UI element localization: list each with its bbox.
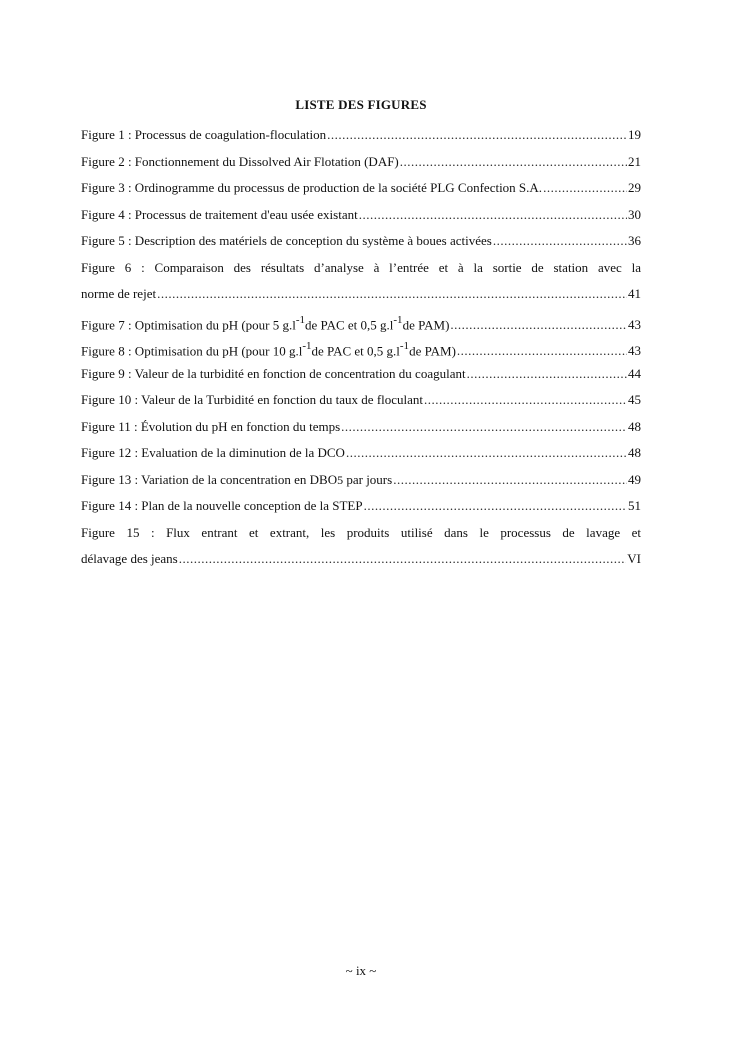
toc-entry-page: 43 xyxy=(628,316,641,332)
toc-entry-label-line2: norme de rejet xyxy=(81,286,157,301)
toc-entry-page: 43 xyxy=(628,343,641,359)
dot-leader xyxy=(450,312,627,339)
toc-entry-page: 21 xyxy=(628,153,641,169)
list-of-figures xyxy=(81,122,641,573)
toc-entry-label: Figure 5 : Description des matériels de conception du système à boues activées xyxy=(81,233,492,248)
superscript: -1 xyxy=(295,313,306,326)
superscript: -1 xyxy=(399,340,410,352)
toc-entry-figure-14[interactable] xyxy=(81,493,641,520)
page-title: LISTE DES FIGURES xyxy=(295,97,427,112)
superscript: -1 xyxy=(302,340,312,352)
toc-entry-page: 45 xyxy=(628,392,641,407)
toc-entry-figure-4[interactable] xyxy=(81,202,641,229)
toc-entry-figure-6[interactable] xyxy=(81,255,641,308)
label-part: de PAM) xyxy=(402,316,450,332)
toc-entry-label: Figure 4 : Processus de traitement d'eau usée existant xyxy=(81,206,358,222)
toc-entry-label: Figure 1 : Processus de coagulation-floculation xyxy=(81,127,327,142)
toc-entry-label-line1: Figure 15 : Flux entrant et extrant, les produits utilisé dans le processus de lavage et xyxy=(81,524,641,540)
toc-entry-figure-13[interactable] xyxy=(81,467,641,494)
toc-entry-label: Figure 11 : Évolution du pH en fonction du temps xyxy=(81,418,341,434)
toc-entry-label: Figure 3 : Ordinogramme du processus de production de la société PLG Confection S.A. xyxy=(81,180,543,195)
toc-entry-page: VI xyxy=(627,551,641,566)
toc-entry-page: 30 xyxy=(628,206,641,222)
toc-entry-figure-12[interactable] xyxy=(81,440,641,467)
dot-leader xyxy=(157,281,627,308)
dot-leader xyxy=(341,414,627,441)
toc-entry-figure-9[interactable] xyxy=(81,361,641,388)
toc-entry-page: 49 xyxy=(628,471,641,487)
toc-entry-page: 29 xyxy=(628,180,641,195)
dot-leader xyxy=(400,149,627,176)
toc-entry-page: 48 xyxy=(628,418,641,434)
label-part: de PAC et 0,5 g.l xyxy=(311,343,400,359)
toc-entry-page: 51 xyxy=(628,498,641,513)
toc-entry-label-line1: Figure 6 : Comparaison des résultats d’analyse à l’entrée et à la sortie de station avec la xyxy=(81,259,641,275)
toc-entry-page: 44 xyxy=(628,365,641,381)
dot-leader xyxy=(493,228,627,255)
superscript: -1 xyxy=(393,313,403,326)
toc-entry-label: Figure 2 : Fonctionnement du Dissolved Air Flotation (DAF) xyxy=(81,153,399,169)
dot-leader xyxy=(346,440,627,467)
toc-entry-figure-7[interactable] xyxy=(81,308,641,335)
dot-leader xyxy=(364,493,627,520)
dot-leader xyxy=(543,175,627,202)
toc-entry-label: Figure 12 : Evaluation de la diminution de la DCO xyxy=(81,445,345,460)
toc-entry-figure-15[interactable] xyxy=(81,520,641,573)
page-number: ~ ix ~ xyxy=(345,963,377,978)
toc-entry-label-line2: délavage des jeans xyxy=(81,551,178,566)
toc-entry-page: 19 xyxy=(628,127,641,142)
toc-entry-page: 48 xyxy=(628,445,641,460)
label-part: Figure 7 : Optimisation du pH (pour 5 g.l xyxy=(81,316,296,332)
dot-leader xyxy=(179,546,627,573)
toc-entry-figure-1[interactable] xyxy=(81,122,641,149)
toc-entry-label xyxy=(81,467,392,494)
subscript: 5 xyxy=(337,472,344,487)
label-part: de PAM) xyxy=(409,343,456,359)
toc-entry-label: Figure 10 : Valeur de la Turbidité en fonction du taux de floculant xyxy=(81,392,424,407)
toc-entry-figure-8[interactable] xyxy=(81,334,641,361)
dot-leader xyxy=(327,122,627,149)
toc-entry-page: 41 xyxy=(628,286,641,301)
toc-entry-figure-3[interactable] xyxy=(81,175,641,202)
dot-leader xyxy=(467,361,627,388)
dot-leader xyxy=(424,387,627,414)
toc-entry-figure-5[interactable] xyxy=(81,228,641,255)
toc-entry-figure-10[interactable] xyxy=(81,387,641,414)
label-part: Figure 13 : Variation de la concentration en DBO xyxy=(81,471,338,487)
toc-entry-page: 36 xyxy=(628,233,641,248)
toc-entry-label: Figure 9 : Valeur de la turbidité en fonction de concentration du coagulant xyxy=(81,365,466,381)
dot-leader xyxy=(359,202,627,229)
label-part: par jours xyxy=(343,471,393,487)
toc-entry-label: Figure 14 : Plan de la nouvelle conception de la STEP xyxy=(81,498,363,513)
toc-entry-figure-11[interactable] xyxy=(81,414,641,441)
dot-leader xyxy=(393,467,627,494)
label-part: Figure 8 : Optimisation du pH (pour 10 g.l xyxy=(81,343,303,359)
label-part: de PAC et 0,5 g.l xyxy=(305,316,394,332)
toc-entry-figure-2[interactable] xyxy=(81,149,641,176)
